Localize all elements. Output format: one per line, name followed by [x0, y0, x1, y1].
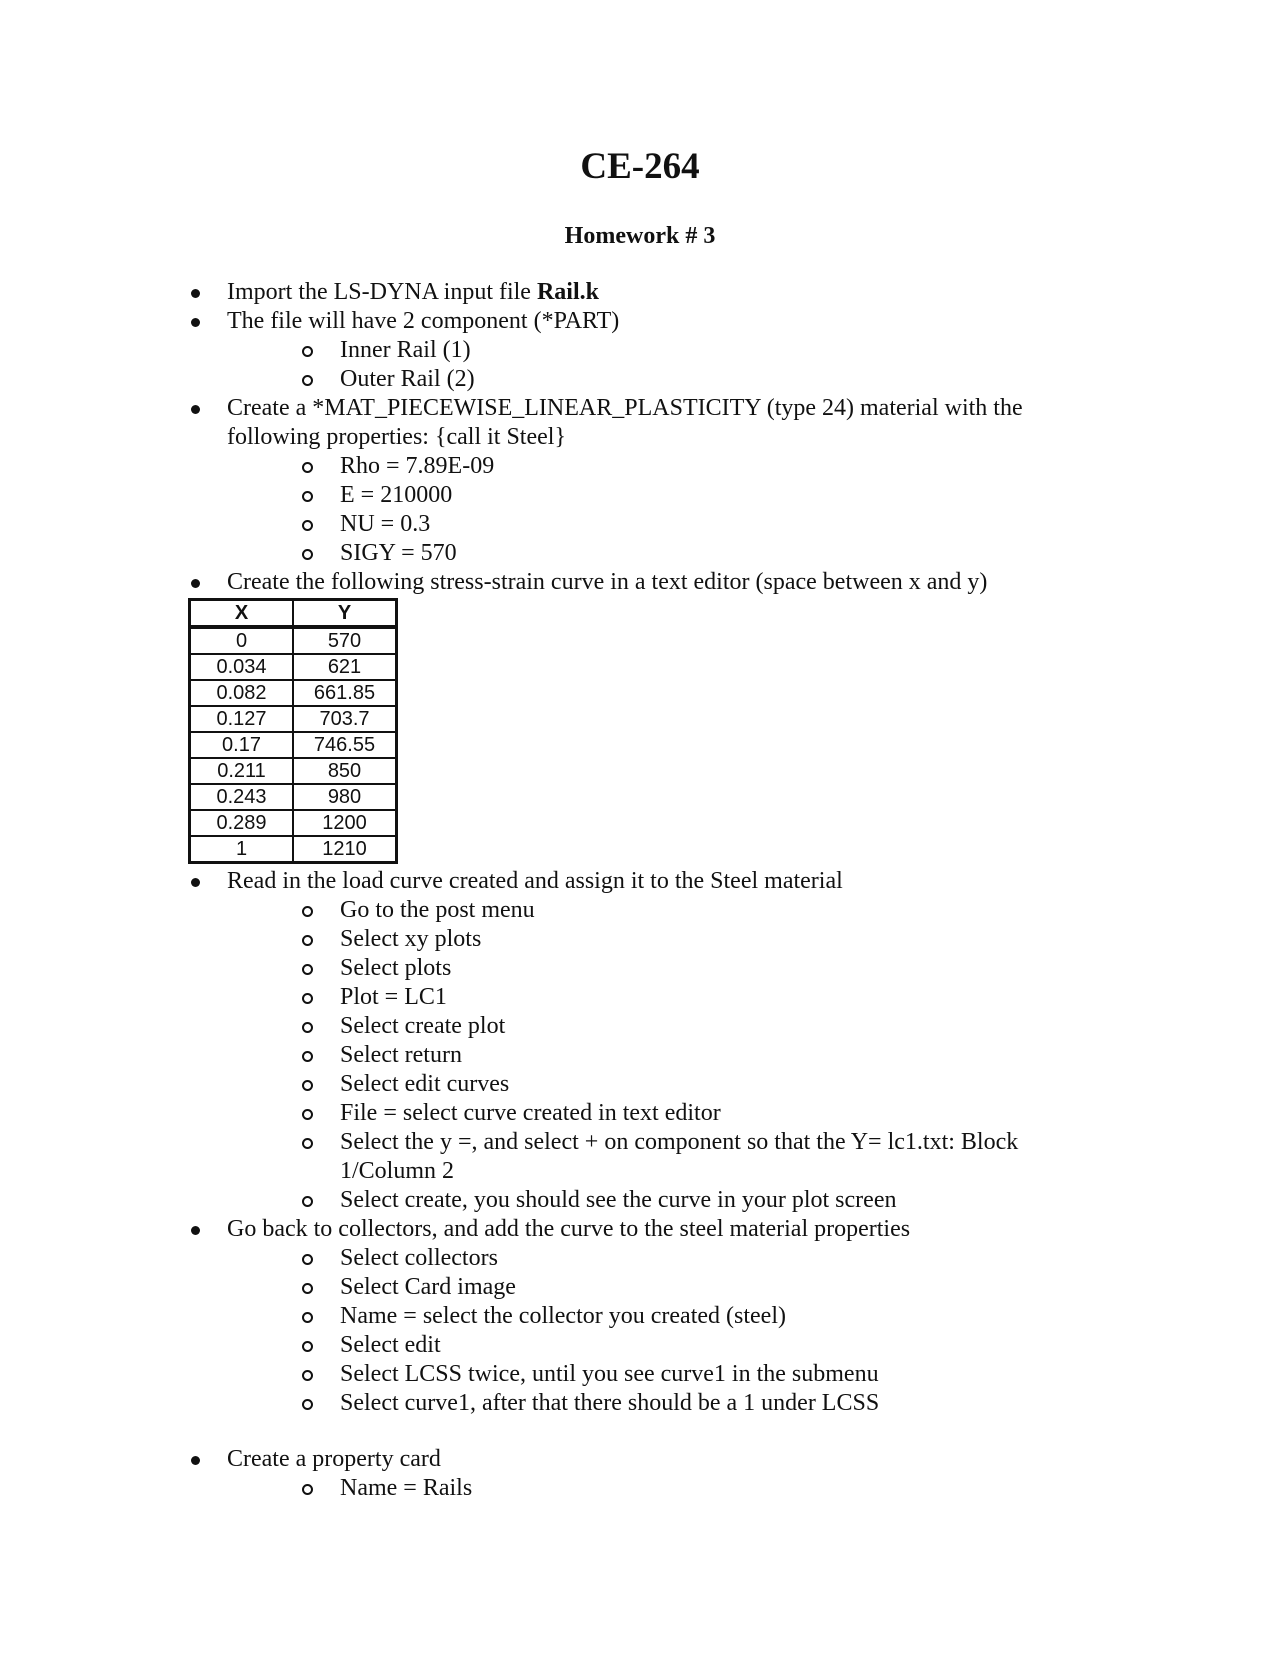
file-name: Rail.k — [536, 279, 599, 305]
sub-item-text: Select return — [340, 1042, 462, 1068]
cell-x: 1 — [190, 836, 294, 863]
sub-item — [0, 925, 1280, 954]
sub-item — [0, 1128, 1280, 1186]
table-row — [190, 784, 397, 810]
sub-item — [0, 539, 1280, 568]
cell-x: 0.17 — [190, 732, 294, 758]
cell-x: 0.243 — [190, 784, 294, 810]
sub-item-text: Outer Rail (2) — [340, 366, 475, 392]
cell-x: 0.289 — [190, 810, 294, 836]
bullet-curve — [0, 568, 1280, 597]
bullet-dot-icon — [191, 1456, 200, 1465]
bullet-dot-icon — [191, 878, 200, 887]
sub-item — [0, 1099, 1280, 1128]
sub-item — [0, 1186, 1280, 1215]
sub-bullet-icon — [302, 1051, 313, 1062]
page-subtitle: Homework # 3 — [564, 223, 716, 249]
sub-bullet-icon — [302, 549, 313, 560]
bullet-import — [0, 278, 1280, 307]
sub-bullet-icon — [302, 1138, 313, 1149]
sub-bullet-icon — [302, 993, 313, 1004]
table-header-row — [190, 600, 397, 628]
sub-bullet-icon — [302, 1022, 313, 1033]
sub-bullet-icon — [302, 1254, 313, 1265]
bullet-property — [0, 1445, 1280, 1474]
bullet-parts — [0, 307, 1280, 336]
sub-bullet-icon — [302, 375, 313, 386]
sub-bullet-icon — [302, 1341, 313, 1352]
bullet-text: Create the following stress-strain curve in a text editor (space between x and y) — [227, 569, 988, 595]
sub-item-text: Select collectors — [340, 1245, 498, 1271]
sub-bullet-icon — [302, 1109, 313, 1120]
cell-y: 621 — [293, 654, 397, 680]
sub-bullet-icon — [302, 1399, 313, 1410]
sub-item-text: E = 210000 — [340, 482, 453, 508]
sub-item-text: Select create plot — [340, 1013, 506, 1039]
cell-x: 0.082 — [190, 680, 294, 706]
sub-item — [0, 1360, 1280, 1389]
sub-item — [0, 954, 1280, 983]
page-title: CE-264 — [580, 146, 700, 187]
cell-y: 570 — [293, 627, 397, 654]
sub-item-text: Plot = LC1 — [340, 984, 447, 1010]
table-row — [190, 706, 397, 732]
sub-item-text: File = select curve created in text editor — [340, 1100, 721, 1126]
sub-item — [0, 896, 1280, 925]
cell-y: 1210 — [293, 836, 397, 863]
sub-item — [0, 1041, 1280, 1070]
cell-y: 850 — [293, 758, 397, 784]
sub-item — [0, 1389, 1280, 1418]
sub-bullet-icon — [302, 1283, 313, 1294]
sub-bullet-icon — [302, 964, 313, 975]
sub-item — [0, 1244, 1280, 1273]
cell-y: 1200 — [293, 810, 397, 836]
sub-item-text: SIGY = 570 — [340, 540, 457, 566]
cell-y: 980 — [293, 784, 397, 810]
bullet-dot-icon — [191, 318, 200, 327]
column-header-y: Y — [293, 600, 397, 628]
sub-bullet-icon — [302, 1312, 313, 1323]
bullet-dot-icon — [191, 289, 200, 298]
sub-bullet-icon — [302, 1484, 313, 1495]
bullet-text: Create a *MAT_PIECEWISE_LINEAR_PLASTICITY (type 24) material with the following properties: {call it Steel} — [227, 395, 1023, 450]
sub-item — [0, 481, 1280, 510]
sub-item-text: Inner Rail (1) — [340, 337, 471, 363]
sub-item — [0, 510, 1280, 539]
bullet-text: Import the LS-DYNA input file — [227, 279, 537, 305]
cell-x: 0.034 — [190, 654, 294, 680]
bullet-text: The file will have 2 component (*PART) — [227, 308, 620, 334]
bullet-material — [0, 394, 1280, 452]
sub-item-text: NU = 0.3 — [340, 511, 431, 537]
sub-item-text: Rho = 7.89E-09 — [340, 453, 495, 479]
sub-item-text: Select the y =, and select + on component so that the Y= lc1.txt: Block 1/Column 2 — [340, 1129, 1019, 1184]
sub-item — [0, 452, 1280, 481]
sub-item-text: Select create, you should see the curve in your plot screen — [340, 1187, 897, 1213]
bullet-text: Go back to collectors, and add the curve to the steel material properties — [227, 1216, 911, 1242]
cell-y: 703.7 — [293, 706, 397, 732]
cell-x: 0.127 — [190, 706, 294, 732]
sub-item-text: Select xy plots — [340, 926, 482, 952]
sub-item — [0, 365, 1280, 394]
sub-item — [0, 1302, 1280, 1331]
cell-y: 661.85 — [293, 680, 397, 706]
instructions — [0, 278, 1280, 1503]
sub-bullet-icon — [302, 1080, 313, 1091]
table-row — [190, 732, 397, 758]
sub-item — [0, 1012, 1280, 1041]
sub-item-text: Name = select the collector you created (steel) — [340, 1303, 786, 1329]
cell-x: 0 — [190, 627, 294, 654]
sub-item-text: Select curve1, after that there should be a 1 under LCSS — [340, 1390, 880, 1416]
bullet-dot-icon — [191, 405, 200, 414]
cell-x: 0.211 — [190, 758, 294, 784]
column-header-x: X — [190, 600, 294, 628]
sub-item — [0, 1070, 1280, 1099]
sub-bullet-icon — [302, 906, 313, 917]
sub-item-text: Select LCSS twice, until you see curve1 in the submenu — [340, 1361, 879, 1387]
bullet-load-curve — [0, 867, 1280, 896]
bullet-collectors — [0, 1215, 1280, 1244]
spacer — [0, 1418, 1280, 1445]
sub-item-text: Select edit curves — [340, 1071, 510, 1097]
bullet-text: Create a property card — [227, 1446, 441, 1472]
curve-table-wrapper — [188, 598, 1280, 864]
sub-item — [0, 1474, 1280, 1503]
sub-bullet-icon — [302, 346, 313, 357]
table-row — [190, 836, 397, 863]
sub-bullet-icon — [302, 520, 313, 531]
sub-item — [0, 1331, 1280, 1360]
sub-item — [0, 336, 1280, 365]
cell-y: 746.55 — [293, 732, 397, 758]
sub-item-text: Select Card image — [340, 1274, 516, 1300]
bullet-text: Read in the load curve created and assign it to the Steel material — [227, 868, 843, 894]
table-row — [190, 680, 397, 706]
sub-item-text: Select edit — [340, 1332, 441, 1358]
table-row — [190, 758, 397, 784]
table-row — [190, 654, 397, 680]
sub-bullet-icon — [302, 491, 313, 502]
sub-item-text: Go to the post menu — [340, 897, 535, 923]
sub-bullet-icon — [302, 935, 313, 946]
bullet-dot-icon — [191, 579, 200, 588]
table-row — [190, 810, 397, 836]
sub-item — [0, 983, 1280, 1012]
sub-bullet-icon — [302, 1196, 313, 1207]
bullet-dot-icon — [191, 1226, 200, 1235]
sub-item — [0, 1273, 1280, 1302]
sub-item-text: Name = Rails — [340, 1475, 473, 1501]
sub-bullet-icon — [302, 462, 313, 473]
sub-bullet-icon — [302, 1370, 313, 1381]
stress-strain-table — [188, 598, 398, 864]
sub-item-text: Select plots — [340, 955, 452, 981]
table-row — [190, 627, 397, 654]
